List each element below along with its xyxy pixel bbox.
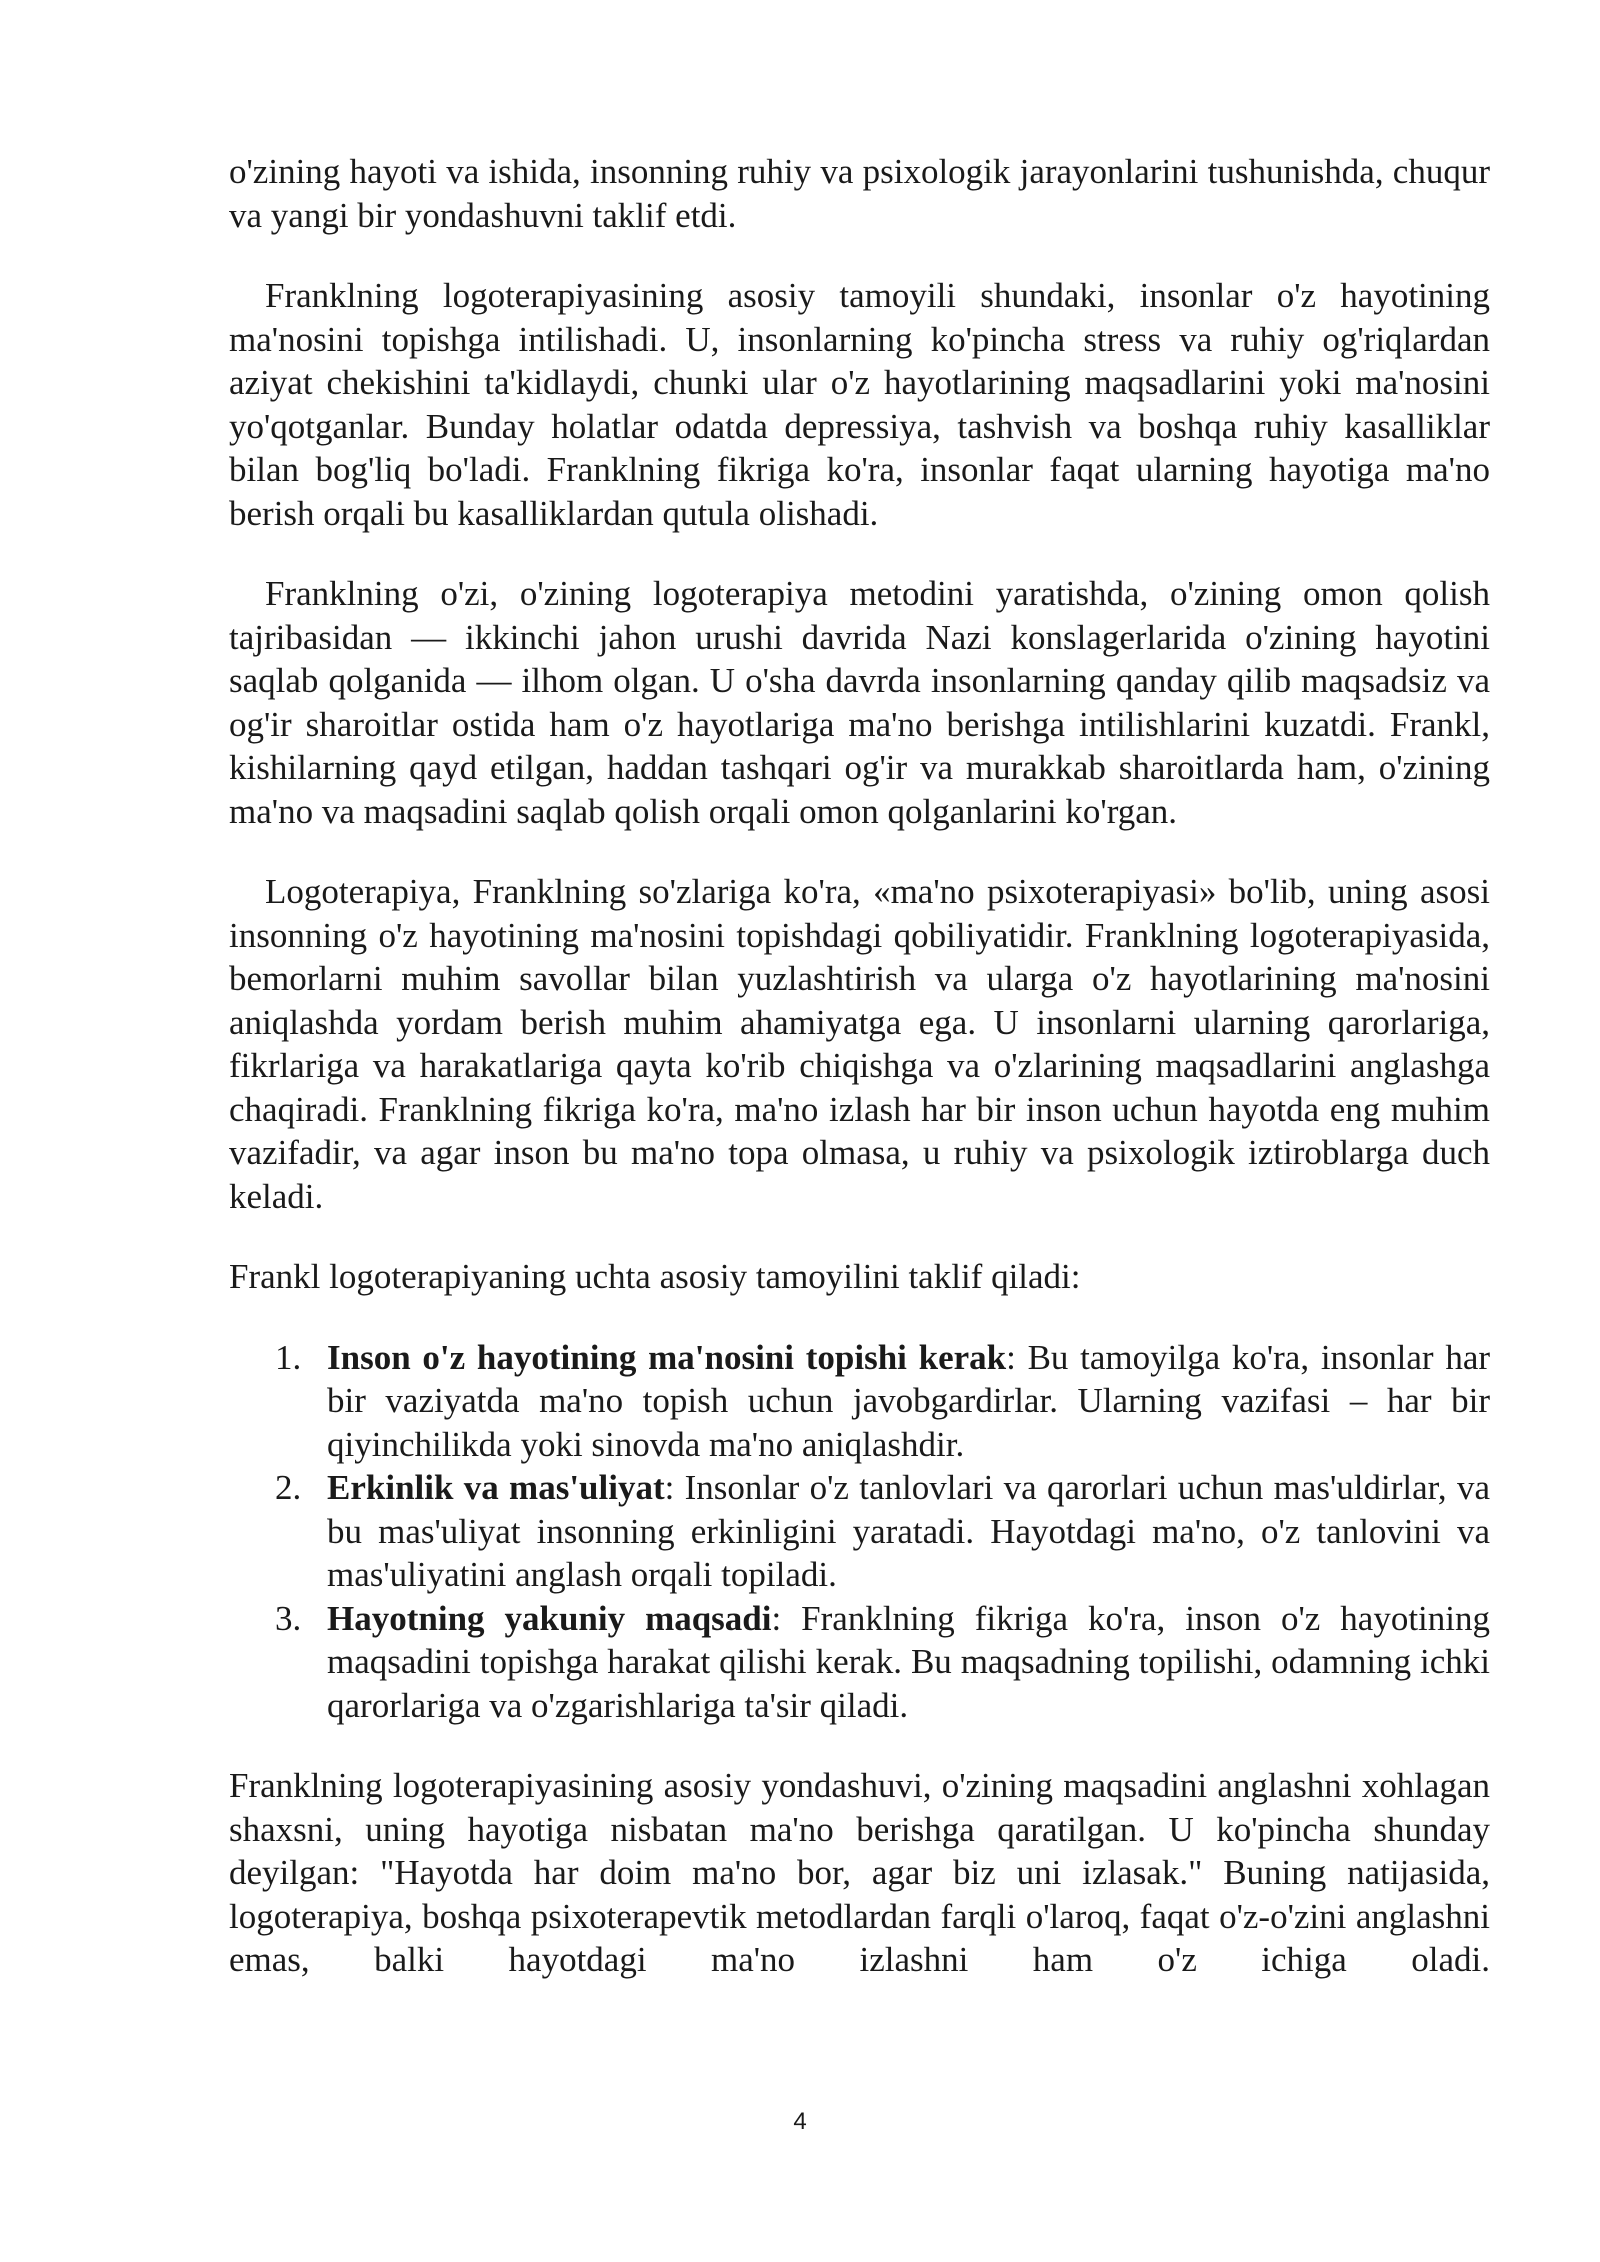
list-item-text: : Franklning fikriga ko'ra, inson o'z hayotining maqsadini topishga harakat qilishi kerak. Bu maqsadning topilishi, odamning ichki qarorlariga va o'zgarishlariga ta'sir qiladi. — [327, 1598, 1490, 1725]
list-item-number: 2. — [275, 1468, 302, 1507]
page-number: 4 — [793, 2108, 807, 2135]
list-item-number: 1. — [275, 1337, 302, 1377]
paragraph-frankl-experience: Franklning o'zi, o'zining logoterapiya metodini yaratishda, o'zining omon qolish tajribasidan — ikkinchi jahon urushi davrida Nazi konslagerlarida o'zining hayotini saqlab qolganida — ilhom olgan. U o'sha davrda insonlarning qanday qilib maqsadsiz va og'ir sharoitlar ostida ham o'z hayotlariga ma'no berishga intilishlarini kuzatdi. Frankl, kishilarning qayd etilgan, haddan tashqari og'ir va murakkab sharoitlarda ham, o'zining ma'no va maqsadini saqlab qolish orqali omon qolganlarini ko'rgan. — [229, 574, 1490, 831]
list-item-text: : Bu tamoyilga ko'ra, insonlar har bir vaziyatda ma'no topish uchun javobgardirlar. Ularning vazifasi – har bir qiyinchilikda yoki sinovda ma'no aniqlashdir. — [327, 1337, 1491, 1464]
list-item — [229, 1597, 1490, 1728]
list-item-number: 3. — [275, 1598, 302, 1638]
list-item-title: Hayotning yakuniy maqsadi — [327, 1598, 772, 1638]
list-item-title: Erkinlik va mas'uliyat — [327, 1468, 665, 1507]
list-item-text: : Insonlar o'z tanlovlari va qarorlari uchun mas'uldirlar, va bu mas'uliyat insonning erkinligini yaratadi. Hayotdagi ma'no, o'z tanlovini va mas'uliyatini anglash orqali topiladi. — [327, 1468, 1490, 1594]
paragraph-meaning-psychotherapy: Logoterapiya, Franklning so'zlariga ko'ra, «ma'no psixoterapiyasi» bo'lib, uning asosi insonning o'z hayotining ma'nosini topishdagi qobiliyatidir. Franklning logoterapiyasida, bemorlarni muhim savollar bilan yuzlashtirish va ularga o'z hayotlarining ma'nosini aniqlashda yordam berish muhim ahamiyatga ega. U insonlarni ularning qarorlariga, fikrlariga va harakatlariga qayta ko'rib chiqishga va o'zlarining maqsadlarini anglashga chaqiradi. Franklning fikriga ko'ra, ma'no izlash har bir inson uchun hayotda eng muhim vazifadir, va agar inson bu ma'no topa olmasa, u ruhiy va psixologik iztiroblarga duch keladi. — [229, 872, 1490, 1216]
list-item-title: Inson o'z hayotining ma'nosini topishi kerak — [327, 1337, 1007, 1377]
paragraph-principles-intro: Frankl logoterapiyaning uchta asosiy tamoyilini taklif qiladi: — [229, 1257, 1081, 1296]
page-body — [229, 150, 1490, 2019]
list-item — [229, 1336, 1490, 1467]
principles-list — [229, 1336, 1490, 1728]
paragraph-logotherapy-principle: Franklning logoterapiyasining asosiy tamoyili shundaki, insonlar o'z hayotining ma'nosini topishga intilishadi. U, insonlarning ko'pincha stress va ruhiy og'riqlardan aziyat chekishini ta'kidlaydi, chunki ular o'z hayotlarining maqsadlarini yoki ma'nosini yo'qotganlar. Bunday holatlar odatda depressiya, tashvish va boshqa ruhiy kasalliklar bilan bog'liq bo'ladi. Franklning fikriga ko'ra, insonlar faqat ularning hayotiga ma'no berish orqali bu kasalliklardan qutula olishadi. — [229, 276, 1490, 533]
paragraph-approach: Franklning logoterapiyasining asosiy yondashuvi, o'zining maqsadini anglashni xohlagan shaxsni, uning hayotiga nisbatan ma'no berishga qaratilgan. U ko'pincha shunday deyilgan: "Hayotda har doim ma'no bor, agar biz uni izlasak." Buning natijasida, logoterapiya, boshqa psixoterapevtik metodlardan farqli o'laroq, faqat o'z-o'zini anglashni emas, balki hayotdagi ma'no izlashni ham o'z ichiga oladi. — [229, 1766, 1490, 1979]
paragraph-continuation: o'zining hayoti va ishida, insonning ruhiy va psixologik jarayonlarini tushunishda, chuqur va yangi bir yondashuvni taklif etdi. — [229, 152, 1490, 235]
list-item — [229, 1466, 1490, 1597]
